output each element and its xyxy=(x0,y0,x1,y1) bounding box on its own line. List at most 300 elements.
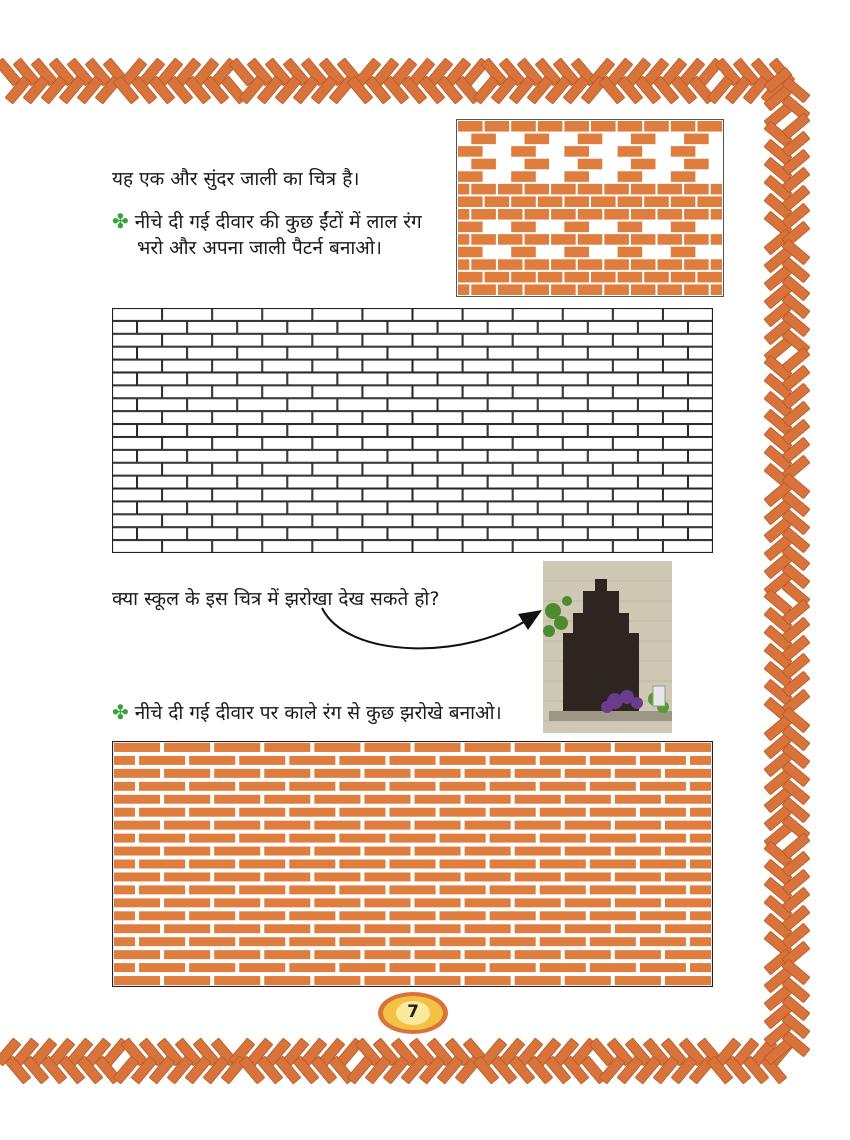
jali-brick xyxy=(671,196,696,207)
brick xyxy=(513,463,562,475)
brick xyxy=(213,975,261,986)
brick xyxy=(338,321,387,333)
jali-brick xyxy=(511,222,536,233)
brick xyxy=(413,334,462,346)
brick xyxy=(113,373,137,385)
task-1-line-1 xyxy=(112,208,422,235)
brick xyxy=(613,360,662,372)
brick xyxy=(313,897,361,908)
brick xyxy=(363,437,412,449)
brick xyxy=(238,884,286,895)
jali-brick xyxy=(458,284,469,295)
brick xyxy=(113,437,162,449)
brick xyxy=(514,742,562,753)
brick xyxy=(639,910,687,921)
brick xyxy=(688,476,712,488)
brick xyxy=(563,309,612,321)
brick xyxy=(464,742,512,753)
brick xyxy=(288,502,337,514)
brick xyxy=(388,833,436,844)
brick xyxy=(464,975,512,986)
brick xyxy=(263,768,311,779)
jali-brick xyxy=(498,184,523,195)
brick xyxy=(589,884,637,895)
jali-brick xyxy=(644,272,669,283)
brick xyxy=(663,489,712,501)
brick xyxy=(513,334,562,346)
brick xyxy=(664,794,712,805)
brick xyxy=(638,399,687,411)
brick xyxy=(588,347,637,359)
brick xyxy=(638,373,687,385)
brick xyxy=(163,794,211,805)
jali-brick xyxy=(658,284,683,295)
brick xyxy=(688,502,712,514)
brick xyxy=(413,463,462,475)
brick xyxy=(613,386,662,398)
jali-brick xyxy=(485,121,510,132)
brick xyxy=(563,489,612,501)
brick xyxy=(338,936,386,947)
brick xyxy=(388,528,437,540)
brick xyxy=(464,768,512,779)
jali-brick xyxy=(498,284,523,295)
jali-brick xyxy=(458,146,483,157)
brick xyxy=(163,949,211,960)
brick xyxy=(539,859,587,870)
jali-brick xyxy=(618,121,643,132)
jali-brick xyxy=(458,171,483,182)
brick xyxy=(438,528,487,540)
jali-brick xyxy=(591,121,616,132)
brick xyxy=(388,807,436,818)
jali-brick xyxy=(458,222,483,233)
brick xyxy=(438,502,487,514)
brick xyxy=(513,386,562,398)
jali-brick xyxy=(551,234,576,245)
jali-brick xyxy=(485,272,510,283)
brick xyxy=(464,820,512,831)
brick xyxy=(263,515,312,527)
brick xyxy=(489,833,537,844)
brick xyxy=(663,386,712,398)
brick xyxy=(113,859,136,870)
brick xyxy=(514,949,562,960)
brick xyxy=(238,781,286,792)
jali-brick xyxy=(671,272,696,283)
brick xyxy=(589,807,637,818)
brick xyxy=(688,373,712,385)
brick xyxy=(213,846,261,857)
brick xyxy=(513,360,562,372)
jali-brick xyxy=(578,184,603,195)
brick xyxy=(488,528,537,540)
brick xyxy=(288,373,337,385)
brick xyxy=(439,884,487,895)
brick xyxy=(113,321,137,333)
brick xyxy=(163,768,211,779)
brick xyxy=(514,768,562,779)
brick xyxy=(238,425,287,437)
brick xyxy=(388,910,436,921)
brick xyxy=(688,321,712,333)
brick xyxy=(188,884,236,895)
brick xyxy=(689,807,712,818)
brick xyxy=(388,781,436,792)
brick xyxy=(213,897,261,908)
brick xyxy=(539,781,587,792)
jali-brick xyxy=(471,234,496,245)
brick xyxy=(463,360,512,372)
page-number: 7 xyxy=(407,1002,419,1022)
jali-brick xyxy=(511,171,536,182)
task-1-text: नीचे दी गई दीवार की कुछ ईंटों में लाल रंग xyxy=(134,211,422,233)
brick xyxy=(188,859,236,870)
brick xyxy=(313,949,361,960)
question-text: क्या स्कूल के इस चित्र में झरोखा देख सकते हो? xyxy=(112,588,440,610)
brick xyxy=(514,846,562,857)
brick xyxy=(414,768,462,779)
brick xyxy=(138,450,187,462)
brick xyxy=(513,437,562,449)
brick xyxy=(363,871,411,882)
jali-brick xyxy=(604,284,629,295)
brick xyxy=(638,528,687,540)
brick xyxy=(113,347,137,359)
brick xyxy=(664,871,712,882)
brick xyxy=(488,425,537,437)
brick xyxy=(338,833,386,844)
brick xyxy=(113,425,137,437)
brick xyxy=(613,463,662,475)
brick xyxy=(438,373,487,385)
jali-brick xyxy=(564,247,589,258)
brick xyxy=(663,309,712,321)
jali-brick xyxy=(471,134,496,145)
brick xyxy=(113,541,162,553)
brick xyxy=(538,425,587,437)
brick xyxy=(539,910,587,921)
jali-brick xyxy=(631,234,656,245)
brick xyxy=(688,399,712,411)
brick xyxy=(363,334,412,346)
brick xyxy=(388,399,437,411)
brick xyxy=(488,476,537,488)
brick xyxy=(288,425,337,437)
jali-brick xyxy=(604,209,629,220)
brick xyxy=(413,360,462,372)
brick xyxy=(589,755,637,766)
jali-brick xyxy=(631,159,656,170)
brick xyxy=(439,755,487,766)
brick xyxy=(338,347,387,359)
brick xyxy=(113,502,137,514)
brick xyxy=(113,755,136,766)
brick xyxy=(263,742,311,753)
brick xyxy=(163,923,211,934)
brick xyxy=(688,528,712,540)
brick xyxy=(388,502,437,514)
brick xyxy=(564,768,612,779)
brick xyxy=(363,949,411,960)
brick xyxy=(563,515,612,527)
brick xyxy=(113,360,162,372)
brick xyxy=(163,541,212,553)
jali-brick xyxy=(697,196,722,207)
brick xyxy=(188,528,237,540)
brick xyxy=(689,833,712,844)
brick xyxy=(439,910,487,921)
brick xyxy=(639,833,687,844)
jali-brick xyxy=(711,259,722,270)
brick xyxy=(614,820,662,831)
brick xyxy=(388,425,437,437)
brick xyxy=(538,450,587,462)
brick xyxy=(338,373,387,385)
jali-brick xyxy=(658,209,683,220)
brick xyxy=(113,910,136,921)
brick xyxy=(213,334,262,346)
brick xyxy=(438,476,487,488)
brick xyxy=(588,476,637,488)
brick xyxy=(213,309,262,321)
brick xyxy=(688,450,712,462)
brick xyxy=(263,334,312,346)
jali-brick xyxy=(604,234,629,245)
brick xyxy=(188,321,237,333)
jali-brick xyxy=(458,184,469,195)
brick xyxy=(564,820,612,831)
flower-bullet-icon: ✤ xyxy=(112,209,129,233)
brick xyxy=(589,859,637,870)
brick xyxy=(163,897,211,908)
brick xyxy=(338,859,386,870)
brick xyxy=(238,859,286,870)
brick xyxy=(138,910,186,921)
brick xyxy=(263,949,311,960)
brick xyxy=(388,476,437,488)
brick xyxy=(413,412,462,424)
jali-brick xyxy=(578,209,603,220)
brick xyxy=(363,412,412,424)
brick xyxy=(163,334,212,346)
brick xyxy=(213,360,262,372)
flower-bullet-icon: ✤ xyxy=(112,700,129,724)
brick xyxy=(163,437,212,449)
brick xyxy=(263,309,312,321)
brick xyxy=(363,309,412,321)
brick xyxy=(313,309,362,321)
brick xyxy=(664,742,712,753)
brick xyxy=(414,871,462,882)
brick xyxy=(188,450,237,462)
brick xyxy=(163,871,211,882)
brick xyxy=(188,781,236,792)
brick xyxy=(639,884,687,895)
brick xyxy=(263,794,311,805)
brick xyxy=(614,846,662,857)
brick xyxy=(439,962,487,973)
brick xyxy=(439,833,487,844)
brick xyxy=(564,923,612,934)
jali-brick xyxy=(578,259,603,270)
brick xyxy=(413,541,462,553)
brick xyxy=(388,859,436,870)
brick xyxy=(464,846,512,857)
brick xyxy=(113,897,161,908)
brick xyxy=(663,541,712,553)
brick xyxy=(388,936,436,947)
brick xyxy=(138,399,187,411)
brick xyxy=(288,884,336,895)
brick xyxy=(213,742,261,753)
brick xyxy=(113,515,162,527)
brick xyxy=(313,846,361,857)
brick xyxy=(313,871,361,882)
brick xyxy=(414,820,462,831)
brick xyxy=(613,489,662,501)
jali-brick xyxy=(538,272,563,283)
brick xyxy=(439,781,487,792)
brick xyxy=(688,425,712,437)
jali-brick xyxy=(471,184,496,195)
jali-brick xyxy=(604,259,629,270)
brick xyxy=(138,807,186,818)
jali-brick xyxy=(591,196,616,207)
brick xyxy=(363,975,411,986)
brick xyxy=(539,962,587,973)
brick xyxy=(639,936,687,947)
brick xyxy=(238,962,286,973)
brick xyxy=(138,884,186,895)
brick xyxy=(113,742,161,753)
brick xyxy=(138,373,187,385)
brick xyxy=(539,755,587,766)
jali-brick xyxy=(538,121,563,132)
brick xyxy=(414,846,462,857)
brick xyxy=(263,820,311,831)
jali-brick xyxy=(498,234,523,245)
brick xyxy=(338,450,387,462)
brick xyxy=(413,489,462,501)
brick xyxy=(313,742,361,753)
brick xyxy=(438,425,487,437)
brick xyxy=(188,347,237,359)
brick xyxy=(338,807,386,818)
jali-brick xyxy=(485,196,510,207)
jali-brick xyxy=(525,159,550,170)
brick xyxy=(664,768,712,779)
brick xyxy=(113,833,136,844)
orange-brick-wall-worksheet[interactable] xyxy=(112,741,713,987)
brick xyxy=(338,884,386,895)
jali-brick xyxy=(525,234,550,245)
brick xyxy=(163,515,212,527)
brick xyxy=(188,910,236,921)
brick xyxy=(213,949,261,960)
blank-brick-wall-worksheet[interactable] xyxy=(112,308,713,553)
brick xyxy=(113,923,161,934)
pointer-arrow-icon xyxy=(318,590,548,662)
brick xyxy=(338,502,387,514)
brick xyxy=(663,463,712,475)
brick xyxy=(438,399,487,411)
jali-brick xyxy=(684,159,709,170)
brick xyxy=(539,936,587,947)
brick xyxy=(363,742,411,753)
brick xyxy=(363,386,412,398)
task-1-line-2: भरो और अपना जाली पैटर्न बनाओ। xyxy=(137,237,382,259)
brick xyxy=(513,541,562,553)
brick xyxy=(313,334,362,346)
brick xyxy=(213,923,261,934)
brick xyxy=(488,502,537,514)
jali-brick xyxy=(471,284,496,295)
brick xyxy=(188,755,236,766)
brick xyxy=(514,820,562,831)
brick xyxy=(138,476,187,488)
brick xyxy=(313,768,361,779)
brick xyxy=(563,334,612,346)
brick xyxy=(414,923,462,934)
brick xyxy=(213,541,262,553)
jali-brick xyxy=(671,247,696,258)
brick xyxy=(564,794,612,805)
brick xyxy=(113,807,136,818)
brick xyxy=(338,962,386,973)
brick xyxy=(138,502,187,514)
brick xyxy=(414,975,462,986)
brick xyxy=(188,476,237,488)
brick xyxy=(589,936,637,947)
jali-brick xyxy=(471,259,496,270)
brick xyxy=(638,347,687,359)
jali-brick xyxy=(604,184,629,195)
brick xyxy=(363,360,412,372)
brick xyxy=(288,936,336,947)
brick xyxy=(313,820,361,831)
brick xyxy=(363,541,412,553)
brick xyxy=(563,386,612,398)
jali-brick xyxy=(458,259,469,270)
brick xyxy=(488,399,537,411)
brick xyxy=(138,528,187,540)
brick xyxy=(288,833,336,844)
brick xyxy=(188,373,237,385)
brick xyxy=(213,463,262,475)
brick xyxy=(614,871,662,882)
jali-pattern-image xyxy=(456,119,724,297)
brick xyxy=(213,768,261,779)
brick xyxy=(263,541,312,553)
brick xyxy=(689,962,712,973)
brick xyxy=(463,437,512,449)
brick xyxy=(639,962,687,973)
brick xyxy=(689,755,712,766)
jali-brick xyxy=(498,259,523,270)
jali-brick xyxy=(578,234,603,245)
brick xyxy=(238,502,287,514)
brick xyxy=(463,489,512,501)
jali-brick xyxy=(458,247,483,258)
brick xyxy=(414,949,462,960)
brick xyxy=(313,412,362,424)
brick xyxy=(464,949,512,960)
brick xyxy=(413,437,462,449)
brick xyxy=(688,347,712,359)
brick xyxy=(538,476,587,488)
brick xyxy=(213,794,261,805)
